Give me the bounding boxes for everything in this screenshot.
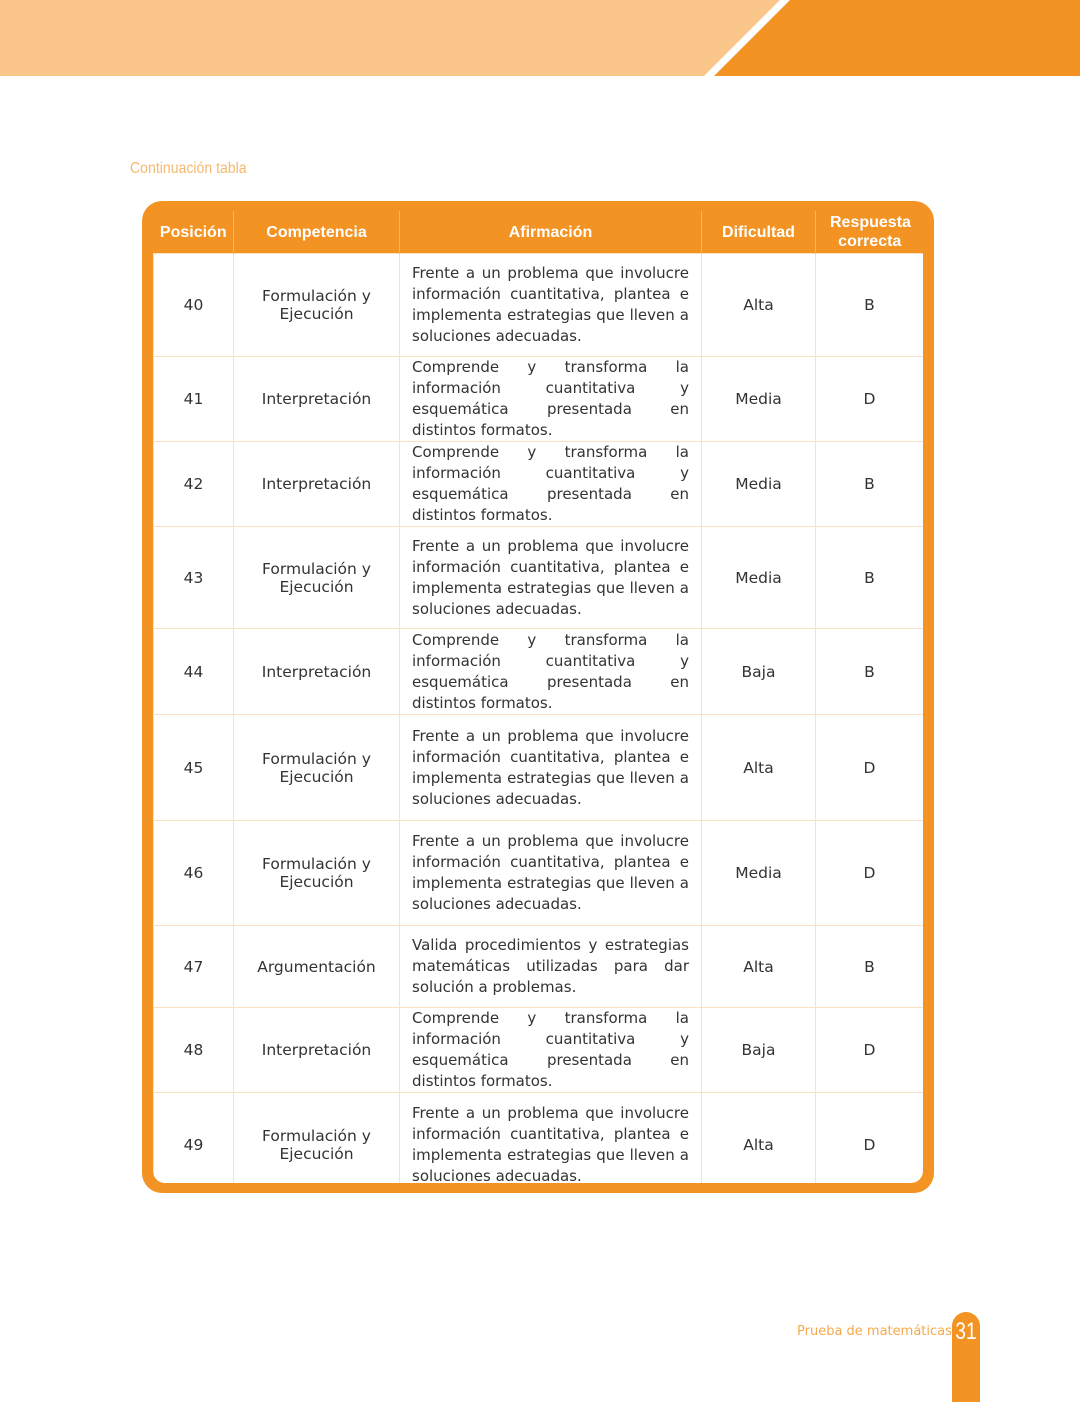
header-dificultad: Dificultad	[702, 211, 816, 254]
cell-afirmacion: Comprende y transforma la información cuantitativa y esquemática presentada en distintos formatos.	[400, 357, 702, 442]
cell-competencia: Interpretación	[234, 357, 400, 442]
cell-dificultad: Alta	[702, 254, 816, 357]
cell-posicion: 48	[154, 1008, 234, 1093]
table-row	[154, 926, 924, 1008]
cell-dificultad: Media	[702, 357, 816, 442]
page-number-tab	[952, 1312, 980, 1402]
table-row	[154, 254, 924, 357]
cell-dificultad: Alta	[702, 715, 816, 821]
cell-respuesta: D	[816, 1093, 924, 1184]
cell-afirmacion: Frente a un problema que involucre información cuantitativa, plantea e implementa estrategias que lleven a soluciones adecuadas.	[400, 821, 702, 926]
cell-afirmacion: Comprende y transforma la información cuantitativa y esquemática presentada en distintos formatos.	[400, 442, 702, 527]
cell-posicion: 49	[154, 1093, 234, 1184]
cell-dificultad: Alta	[702, 926, 816, 1008]
table-row	[154, 715, 924, 821]
cell-competencia: Formulación y Ejecución	[234, 254, 400, 357]
cell-dificultad: Media	[702, 821, 816, 926]
cell-afirmacion: Frente a un problema que involucre información cuantitativa, plantea e implementa estrategias que lleven a soluciones adecuadas.	[400, 527, 702, 629]
table-row	[154, 1093, 924, 1184]
cell-afirmacion: Valida procedimientos y estrategias matemáticas utilizadas para dar solución a problemas.	[400, 926, 702, 1008]
table-row	[154, 1008, 924, 1093]
page-number: 31	[955, 1318, 977, 1345]
cell-competencia: Interpretación	[234, 442, 400, 527]
cell-competencia: Formulación y Ejecución	[234, 1093, 400, 1184]
table-header-row	[154, 211, 924, 254]
cell-afirmacion: Comprende y transforma la información cuantitativa y esquemática presentada en distintos formatos.	[400, 629, 702, 715]
cell-posicion: 42	[154, 442, 234, 527]
cell-competencia: Formulación y Ejecución	[234, 715, 400, 821]
cell-competencia: Formulación y Ejecución	[234, 527, 400, 629]
cell-respuesta: B	[816, 254, 924, 357]
cell-posicion: 44	[154, 629, 234, 715]
cell-competencia: Interpretación	[234, 1008, 400, 1093]
header-afirmacion: Afirmación	[400, 211, 702, 254]
cell-respuesta: D	[816, 821, 924, 926]
table-row	[154, 357, 924, 442]
header-respuesta: Respuesta correcta	[816, 211, 924, 254]
cell-posicion: 43	[154, 527, 234, 629]
cell-posicion: 46	[154, 821, 234, 926]
table-row	[154, 442, 924, 527]
footer-title: Prueba de matemáticas	[797, 1324, 952, 1339]
cell-respuesta: D	[816, 715, 924, 821]
header-posicion: Posición	[154, 211, 234, 254]
cell-posicion: 47	[154, 926, 234, 1008]
table-row	[154, 821, 924, 926]
cell-dificultad: Baja	[702, 629, 816, 715]
answer-table	[142, 201, 934, 1193]
cell-afirmacion: Frente a un problema que involucre información cuantitativa, plantea e implementa estrategias que lleven a soluciones adecuadas.	[400, 1093, 702, 1184]
cell-dificultad: Media	[702, 527, 816, 629]
cell-dificultad: Baja	[702, 1008, 816, 1093]
table-row	[154, 629, 924, 715]
cell-posicion: 41	[154, 357, 234, 442]
cell-respuesta: B	[816, 926, 924, 1008]
cell-respuesta: B	[816, 527, 924, 629]
cell-afirmacion: Frente a un problema que involucre información cuantitativa, plantea e implementa estrategias que lleven a soluciones adecuadas.	[400, 254, 702, 357]
cell-afirmacion: Comprende y transforma la información cuantitativa y esquemática presentada en distintos formatos.	[400, 1008, 702, 1093]
table-caption: Continuación tabla	[130, 160, 247, 177]
cell-dificultad: Alta	[702, 1093, 816, 1184]
cell-respuesta: D	[816, 357, 924, 442]
table-row	[154, 527, 924, 629]
cell-competencia: Formulación y Ejecución	[234, 821, 400, 926]
cell-posicion: 45	[154, 715, 234, 821]
cell-posicion: 40	[154, 254, 234, 357]
cell-respuesta: B	[816, 629, 924, 715]
header-competencia: Competencia	[234, 211, 400, 254]
cell-respuesta: D	[816, 1008, 924, 1093]
cell-dificultad: Media	[702, 442, 816, 527]
cell-afirmacion: Frente a un problema que involucre información cuantitativa, plantea e implementa estrategias que lleven a soluciones adecuadas.	[400, 715, 702, 821]
cell-competencia: Interpretación	[234, 629, 400, 715]
cell-respuesta: B	[816, 442, 924, 527]
cell-competencia: Argumentación	[234, 926, 400, 1008]
